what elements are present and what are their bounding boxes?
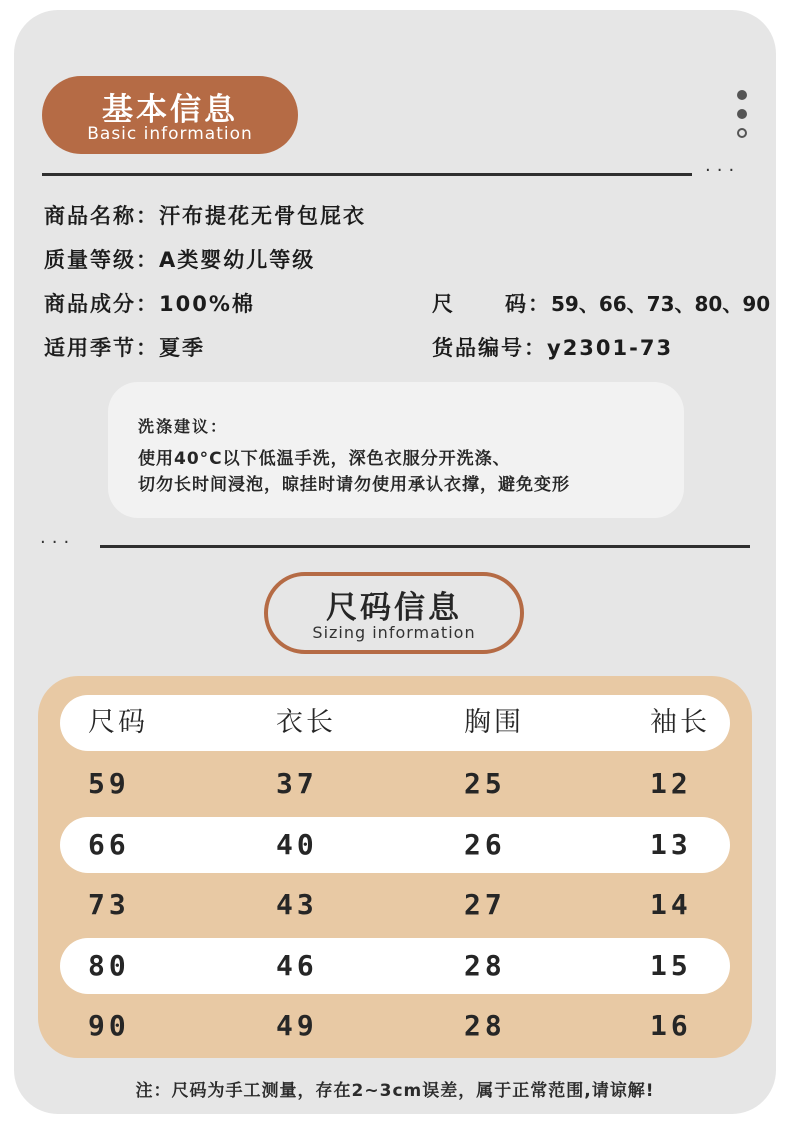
washing-advice-line: 使用40°C以下低温手洗，深色衣服分开洗涤、 bbox=[138, 449, 511, 469]
dot-icon bbox=[737, 109, 747, 119]
sizing-info-subtitle: Sizing information bbox=[312, 623, 476, 642]
header-sleeve: 袖长 bbox=[650, 707, 710, 738]
quality-grade: 质量等级：A类婴幼儿等级 bbox=[44, 248, 316, 272]
season: 适用季节：夏季 bbox=[44, 336, 205, 360]
basic-info-subtitle: Basic information bbox=[87, 124, 253, 144]
washing-advice-line: 切勿长时间浸泡，晾挂时请勿使用承认衣撑，避免变形 bbox=[138, 475, 570, 495]
material: 商品成分：100%棉 bbox=[44, 292, 255, 316]
sizing-info-badge bbox=[264, 572, 524, 654]
divider-top bbox=[42, 173, 692, 176]
table-row: 73 43 27 14 bbox=[88, 888, 692, 921]
size-range: 尺 码：59、66、73、80、90 bbox=[432, 292, 771, 316]
washing-advice-title: 洗涤建议： bbox=[138, 417, 229, 436]
header-size: 尺码 bbox=[88, 707, 148, 738]
table-row: 59 37 25 12 bbox=[88, 767, 692, 800]
size-table bbox=[38, 676, 752, 1058]
product-code: 货品编号：y2301-73 bbox=[432, 336, 674, 360]
basic-info-badge bbox=[42, 76, 298, 154]
measurement-note: 注：尺码为手工测量，存在2~3cm误差，属于正常范围,请谅解! bbox=[135, 1081, 655, 1101]
ellipsis-decoration: ··· bbox=[705, 160, 741, 181]
dot-outline-icon bbox=[737, 128, 747, 138]
table-row: 66 40 26 13 bbox=[60, 817, 730, 873]
table-row: 80 46 28 15 bbox=[60, 938, 730, 994]
header-length: 衣长 bbox=[276, 707, 336, 738]
header-chest: 胸围 bbox=[464, 707, 524, 738]
table-row: 90 49 28 16 bbox=[88, 1009, 692, 1042]
product-name: 商品名称：汗布提花无骨包屁衣 bbox=[44, 204, 366, 228]
basic-info-title: 基本信息 bbox=[102, 92, 238, 128]
sizing-info-title: 尺码信息 bbox=[326, 590, 462, 626]
divider-middle bbox=[100, 545, 750, 548]
dot-icon bbox=[737, 90, 747, 100]
table-header-row bbox=[60, 695, 730, 751]
ellipsis-decoration: ··· bbox=[40, 532, 76, 553]
washing-advice-box bbox=[108, 382, 684, 518]
